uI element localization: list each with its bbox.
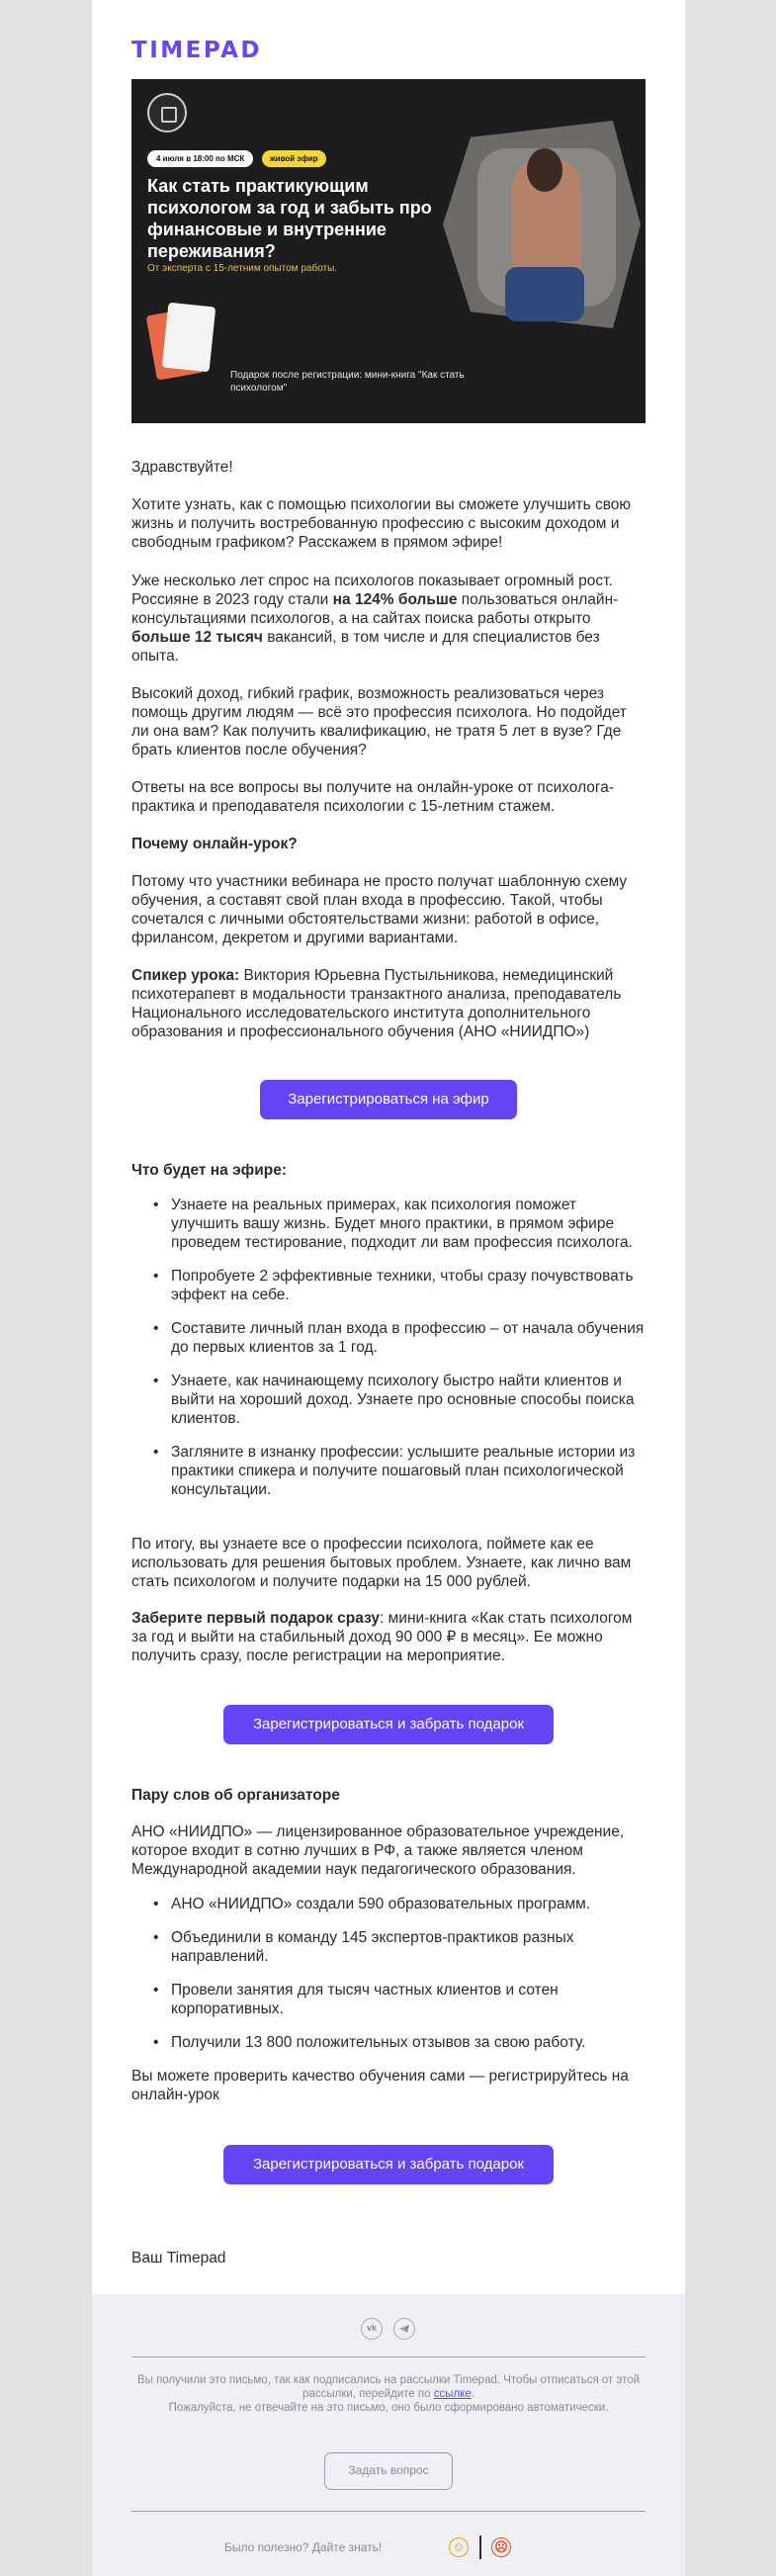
gift-text: : мини-книга «Как стать психологом за год и выйти на стабильный доход 90 000 ₽ в месяц». Ее можно получить сразу, после регистрации на мероприятие.	[131, 1610, 633, 1664]
register-gift-button-2[interactable]: Зарегистрироваться и забрать подарок	[223, 2145, 554, 2184]
banner-title: Как стать практикующим психологом за год и забыть про финансовые и внутренние переживания?	[147, 176, 432, 261]
banner-gift-text: Подарок после регистрации: мини-книга "Как стать психологом"	[230, 370, 465, 394]
greeting: Здравствуйте!	[131, 459, 233, 476]
list-item: • Составите личный план входа в профессию – от начала обучения до первых клиентов за 1 год.	[131, 1319, 646, 1357]
timepad-logo[interactable]: TIMEPAD	[131, 38, 262, 63]
banner-subtitle: От эксперта с 15-летним опытом работы.	[147, 263, 338, 274]
unsubscribe-text: Вы получили это письмо, так как подписались на рассылки Timepad. Чтобы отписаться от этой рассылки, перейдите по	[136, 2374, 641, 2400]
list-item: • АНО «НИИДПО» создали 590 образовательных программ.	[131, 1895, 646, 1913]
demand-text-2: пользоваться онлайн-консультациями психологов, а на сайтах поиска работы открыто	[131, 591, 619, 627]
feedback-question: Было полезно? Дайте знать!	[224, 2540, 383, 2554]
vk-icon[interactable]: vk	[361, 2318, 383, 2340]
demand-text-1: Уже несколько лет спрос на психологов показывает огромный рост. Россияне в 2023 году стали	[131, 573, 613, 608]
speaker-legs	[505, 267, 584, 321]
summary-paragraph: По итогу, вы узнаете все о профессии психолога, поймете как ее использовать для решения бытовых проблем. Узнаете, как лично вам стать психологом и получите подарки на 15 000 рублей.	[131, 1536, 632, 1590]
gift-paragraph	[131, 1609, 646, 1665]
list-item: • Объединили в команду 145 экспертов-практиков разных направлений.	[131, 1928, 646, 1966]
institute-emblem-icon	[147, 93, 187, 133]
feedback-separator	[479, 2535, 481, 2559]
list-item: • Провели занятия для тысяч частных клиентов и сотен корпоративных.	[131, 1981, 646, 2018]
organizer-paragraph: АНО «НИИДПО» — лицензированное образовательное учреждение, которое входит в сотню лучших в РФ, а также является членом Международной академии наук педагогического образования.	[131, 1823, 625, 1878]
live-pill: живой эфир	[262, 150, 326, 167]
organizer-list	[131, 1895, 646, 2052]
list-item: • Попробуете 2 эффективные техники, чтобы сразу почувствовать эффект на себе.	[131, 1267, 646, 1304]
signoff: Ваш Timepad	[131, 2250, 226, 2266]
speaker-label: Спикер урока:	[131, 967, 240, 984]
footer-divider	[131, 2511, 646, 2512]
speaker-head	[527, 148, 562, 192]
book-cover-icon	[162, 303, 216, 373]
demand-highlight-2: больше 12 тысяч	[131, 629, 263, 646]
smile-icon[interactable]: ☺	[449, 2537, 469, 2557]
demand-highlight-1: на 124% больше	[332, 591, 458, 608]
unsubscribe-text-end: .	[471, 2388, 474, 2400]
why-heading: Почему онлайн-урок?	[131, 836, 298, 852]
list-item: • Узнаете на реальных примерах, как психология поможет улучшить вашу жизнь. Будет много практики, в прямом эфире проведем тестирование, подходит ли вам профессия психолога.	[131, 1196, 646, 1252]
webinar-banner[interactable]	[131, 79, 646, 423]
email-footer	[92, 2294, 685, 2576]
speaker-paragraph	[131, 966, 646, 1041]
check-quality-paragraph: Вы можете проверить качество обучения сами — регистрируйтесь на онлайн-урок	[131, 2068, 629, 2103]
register-gift-button[interactable]: Зарегистрироваться и забрать подарок	[223, 1705, 554, 1744]
email-container	[92, 0, 685, 2576]
list-item: • Узнаете, как начинающему психологу быстро найти клиентов и выйти на хороший доход. Узнаете про основные способы поиска клиентов.	[131, 1372, 646, 1428]
frown-icon[interactable]: ☹	[491, 2537, 511, 2557]
gift-label: Заберите первый подарок сразу	[131, 1610, 381, 1627]
unsubscribe-note	[131, 2373, 646, 2415]
why-paragraph: Потому что участники вебинара не просто получат шаблонную схему обучения, а составят свой план входа в профессию. Такой, чтобы сочетался с личными обстоятельствами жизни: работой в офисе, фрилансом, декретом и другими вариантами.	[131, 873, 628, 946]
list-item: • Загляните в изнанку профессии: услышите реальные истории из практики спикера и получите пошаговый план психологической консультации.	[131, 1443, 646, 1499]
speaker-text: Виктория Юрьевна Пустыльникова, немедицинский психотерапевт в модальности транзактного анализа, преподаватель Национального исследовательского института дополнительного образования и профессионального обучения (АНО «НИИДПО»)	[131, 967, 622, 1040]
demand-text-3: вакансий, в том числе и для специалистов без опыта.	[131, 629, 600, 665]
demand-paragraph	[131, 572, 646, 666]
program-heading: Что будет на эфире:	[131, 1162, 287, 1179]
telegram-icon[interactable]	[393, 2318, 415, 2340]
answers-paragraph: Ответы на все вопросы вы получите на онлайн-уроке от психолога-практика и преподавателя психологии с 15-летним стажем.	[131, 779, 615, 815]
organizer-heading: Пару слов об организаторе	[131, 1787, 340, 1804]
unsubscribe-link[interactable]: ссылке	[433, 2388, 472, 2400]
noreply-text: Пожалуйста, не отвечайте на это письмо, оно было сформировано автоматически.	[168, 2402, 609, 2414]
intro-paragraph: Хотите узнать, как с помощью психологии вы сможете улучшить свою жизнь и получить востребованную профессию с высоким доходом и свободным графиком? Расскажем в прямом эфире!	[131, 496, 632, 551]
program-list	[131, 1196, 646, 1499]
register-button[interactable]: Зарегистрироваться на эфир	[260, 1080, 517, 1119]
profession-paragraph: Высокий доход, гибкий график, возможность реализоваться через помощь другим людям — всё это профессия психолога. Но подойдет ли она вам? Как получить квалификацию, не тратя 5 лет в вузе? Где брать клиентов после обучения?	[131, 685, 627, 758]
date-pill: 4 июля в 18:00 по МСК	[147, 150, 253, 167]
list-item: • Получили 13 800 положительных отзывов за свою работу.	[131, 2033, 646, 2052]
footer-divider	[131, 2356, 646, 2357]
ask-question-button[interactable]: Задать вопрос	[324, 2452, 453, 2490]
